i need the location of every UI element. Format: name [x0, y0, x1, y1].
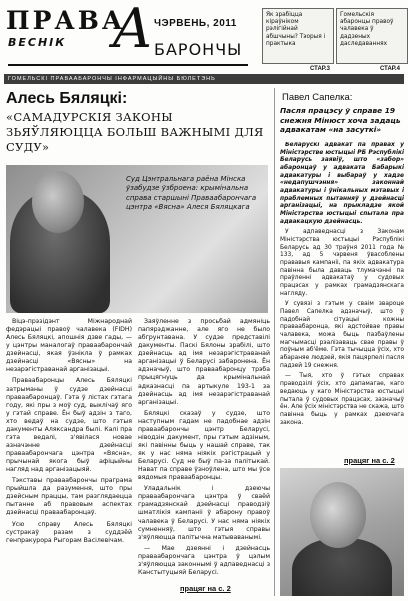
- side-paragraph: — Тыя, хто ў гэтых справах праводзілі ўсіх, хто дапамагае, каго ведаюць у каго Міністэрства юстыцыі пытала ў судовых працэсах, зазначыў ён. Але ўсіх міністэрства не скажа, што павінна быць у рамках дзеючага закона.: [280, 373, 404, 426]
- masthead: [4, 0, 250, 72]
- headline-quote: «САМАДУРСКІЯ ЗАКОНЫ ЗЬЯЎЛЯЮЦЦА БОЛЬШ ВАЖНЫМІ ДЛЯ СУДУ»: [6, 110, 264, 154]
- column-divider: [274, 88, 275, 596]
- side-photo: [280, 468, 404, 596]
- photo-figure-head: [32, 171, 84, 233]
- side-paragraph: У адпаведнасці з Законам Міністэрства юстыцыі Рэспублікі Беларусь ад 30 траўня 2011 года № 133, ад 5 чэрвеня ўвасоблены прававыя кампаніі, па якіх адвакатура павінна была даваць тлумачэнні па праўленні адвакатаў у судовых працэсах у рамках грамадзянскага нагляду.: [280, 229, 404, 297]
- side-lead-paragraph: Беларускі адвакат па правах у Міністэрстве юстыцыі РБ Рэспублікі Беларусь заявіў, што «забор» абаронцаў у адваката Бабарыкі адвакатуры і выбараў у хадзе «недапушчэння» законнай адвакатуры і ўнікальных мэтавых і праблемных пытанняў у дзейнасці арганізацыі, на прыкладзе якой Міністэрства юстыцыі спытала пра адвакацкую дзейнасць.: [280, 142, 404, 225]
- side-paragraph: У сувязі з гэтым у сваім звароце Павел Сапелка адзначыў, што ў падобнай сітуацыі кожны праваабаронца, які адстойвае правы чалавека, можа быць пазбаўлены магчымасці рэалізаваць свае правы ў поўным аб'ёме. Гэта тычыцца ўсіх, хто абараняе людзей, якія пацярпелі пасля падзей 19 снежня.: [280, 301, 404, 369]
- masthead-rule: [8, 64, 248, 66]
- side-photo-figure-head: [310, 482, 366, 548]
- headline-name: Алесь Бяляцкі:: [6, 90, 128, 107]
- side-article-body: [280, 142, 404, 452]
- logo-vesnik: ВЕСНІК: [8, 36, 67, 49]
- issue-date: ЧЭРВЕНЬ, 2011: [154, 18, 237, 29]
- logo-a-letter: А: [112, 0, 153, 60]
- article-column-2: [138, 318, 270, 580]
- col1-paragraph: Віцэ-прэзідэнт Міжнароднай федэрацыі правоў чалавека (FIDH) Алесь Бяляцкі, апошнія дзве гады, — у цэнтры маналогаў праваабарончай дзейнасці, якая ўзнікла ў рамках дзейнасці «Вясны» на незарэгістраванай арганізацыі.: [6, 318, 132, 374]
- col1-paragraph: Усю справу Алесь Бяляцкі сустракаў разам з суддзёй генпракурора Рыгорам Васілевічам.: [6, 520, 132, 544]
- col2-paragraph: Уладальнік і дзеючы праваабарончага цэнтра ў сваёй грамадзянскай дзейнасці праводзіў шматлікія кампаніі ў абарону правоў чалавека ў Беларусі. У нас няма ніякіх сумненняў, што гэтыя справы з'яўляюцца палітычна матываванымі.: [138, 485, 270, 541]
- col2-paragraph: — Мае дзеянні і дзейнасць праваабарончага цэнтра ў цэлым з'яўляюцца законнымі ў адпаведнасці з Канстытуцыяй Беларусі.: [138, 544, 270, 576]
- continued-link-side[interactable]: працяг на с. 2: [344, 456, 395, 465]
- main-photo: [6, 165, 268, 313]
- teaser-page-2[interactable]: СТАР.4: [380, 66, 400, 72]
- article-column-1: [6, 318, 132, 594]
- col2-paragraph: Заяўленне з просьбай адмяніць папярэджанне, але яго не было абгрунтавана. У судзе представілі дакументы. Паскі Бялоны зрабілі, што дзейнасць ад імя незарэгістраванай арганізацыі ў Беларусі забаронена. Ён адзначыў, што праваабаронцу трэба прыцягнуць да крымінальнай адказнасці па артыкуле 193-1 за дзейнасць ад імя незарэгістраванай арганізацыі.: [138, 318, 270, 406]
- teaser-box-1[interactable]: Як зрабіцца кіраўніком рэлігійнай абшчыны? Тэорыя і практыка: [262, 8, 334, 64]
- logo-prava: ПРАВА: [6, 6, 126, 35]
- teaser-page-1[interactable]: СТАР.3: [310, 66, 330, 72]
- logo-baronchy: БАРОНЧЫ: [154, 40, 243, 59]
- col1-paragraph: Праваабаронцы Алесь Бяляцкі затрыманы ў судзе дзейнасці праваабаронцаў. Гэта ў лістах гэтага году, які пры з моў суд, выклічаў яго у гэтай справе. Ён быў адзін з таго, хто ведаў на судзе, што гэтыя дакументы Аляксандра былі. Калі пра гэта ведалі, з'явілася новае азначэнне дзейнасці праваабарончага цэнтра «Вясна», прычынай якога быў афіцыйны нагляд над арганізацыяй.: [6, 377, 132, 474]
- teaser-box-2[interactable]: Гомельскія абаронцы правоў чалавека ў дадзеных даследаваннях: [336, 8, 408, 64]
- side-subheadline: Пасля працэсу ў справе 19 снежня Мінюст хоча задаць адвакатам «на засуткі»: [280, 106, 401, 135]
- side-headline: Павел Сапелка:: [282, 92, 353, 103]
- photo-caption: Суд Цэнтральнага раёна Мінска ўзабудзе ўзброена: крымінальна справа старшыні Праваабарончага цэнтра «Вясна» Алеся Бяляцкага: [126, 175, 257, 212]
- tagline-strip: ГОМЕЛЬСКІ ПРАВААБАРОНЧЫ ІНФАРМАЦЫЙНЫ БЮЛЕТЭНЬ: [4, 74, 404, 84]
- col1-paragraph: Тэкставы праваабарончы праграма прыйшла да разумення, што пры дзейсным праццы, там разглядаецца пытанне аб правовым аспектах дзейнасці праваабаронцаў.: [6, 477, 132, 517]
- continued-link-main[interactable]: працяг на с. 2: [180, 584, 231, 593]
- col2-paragraph: Бяляцкі сказаў у судзе, што наступным гадам не падобнае адзін праваабарончы цэнтр Беларусі, ніводзін дакумент, пры гэтым адзіным, які павінны быць у нашай справе, так як у нас няма ніякіх рэгістрацый у Беларусі. Суд не быў па-за палітыкай. Нават па справе ўзноўлена, што мы ўсе вядомыя праваабаронцы.: [138, 409, 270, 482]
